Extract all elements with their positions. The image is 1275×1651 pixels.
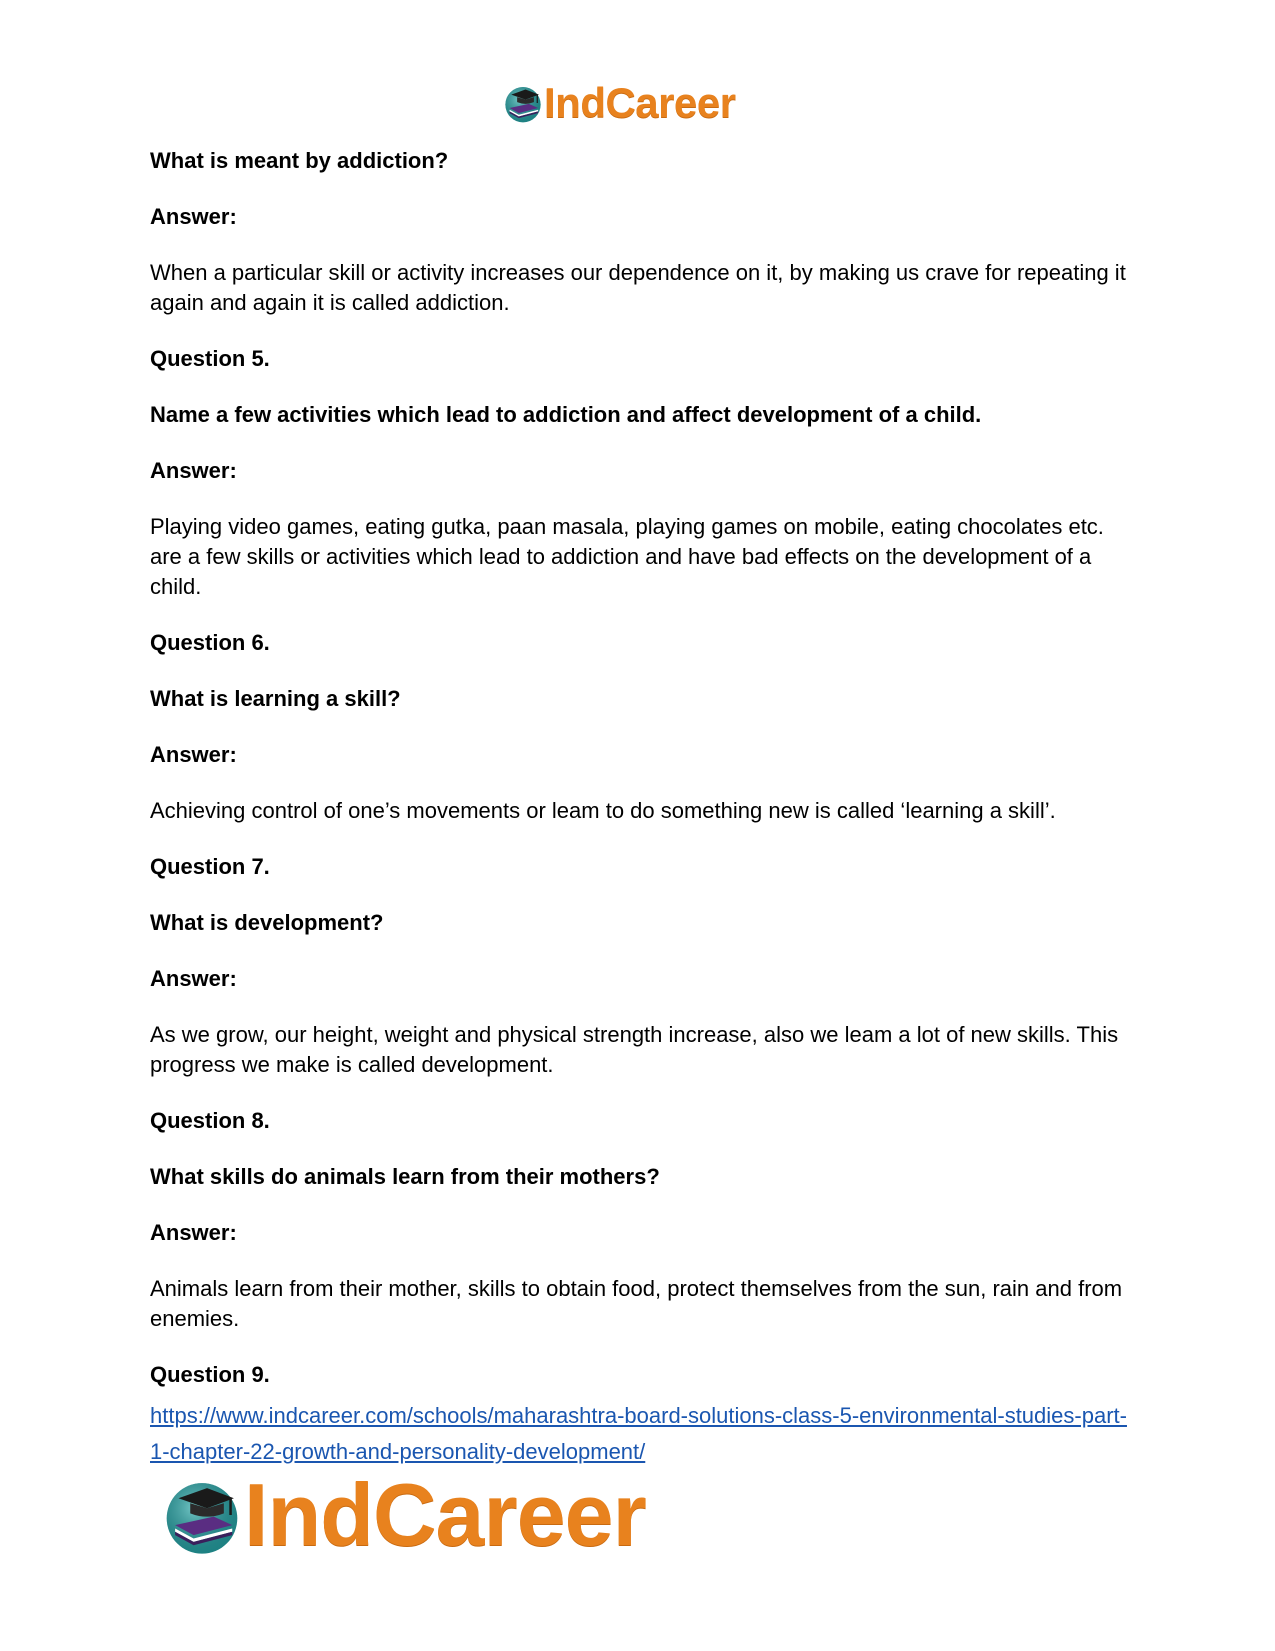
question-number: Question 7. (150, 854, 270, 879)
question-text: What is meant by addiction? (150, 148, 449, 173)
answer-label: Answer: (150, 458, 237, 483)
answer-text: Playing video games, eating gutka, paan masala, playing games on mobile, eating chocolates etc. are a few skills or activities which lead to addiction and have bad effects on the development of a child. (150, 514, 1104, 599)
answer-text: When a particular skill or activity increases our dependence on it, by making us crave for repeating it again and again it is called addiction. (150, 260, 1126, 315)
logo-wordmark: IndCareer (244, 1465, 646, 1564)
answer-label: Answer: (150, 742, 237, 767)
answer-label: Answer: (150, 966, 237, 991)
question-number: Question 8. (150, 1108, 270, 1133)
graduation-cap-book-globe-icon (160, 1473, 244, 1557)
answer-text: Achieving control of one’s movements or leam to do something new is called ‘learning a skill’. (150, 798, 1056, 823)
question-text: What skills do animals learn from their mothers? (150, 1164, 660, 1189)
source-url-link[interactable]: https://www.indcareer.com/schools/maharashtra-board-solutions-class-5-environmental-studies-part-1-chapter-22-growth-and-personality-development/ (150, 1403, 1127, 1464)
graduation-cap-book-globe-icon (502, 82, 544, 124)
question-number: Question 9. (150, 1362, 270, 1387)
qa-content (150, 146, 1130, 1470)
answer-label: Answer: (150, 204, 237, 229)
header-logo (502, 80, 736, 126)
question-text: What is development? (150, 910, 384, 935)
answer-text: Animals learn from their mother, skills to obtain food, protect themselves from the sun, rain and from enemies. (150, 1276, 1123, 1331)
question-number: Question 6. (150, 630, 270, 655)
question-number: Question 5. (150, 346, 270, 371)
question-text: Name a few activities which lead to addiction and affect development of a child. (150, 402, 982, 427)
question-text: What is learning a skill? (150, 686, 401, 711)
answer-label: Answer: (150, 1220, 237, 1245)
logo-wordmark: IndCareer (544, 79, 736, 126)
footer-logo (160, 1465, 646, 1564)
answer-text: As we grow, our height, weight and physical strength increase, also we leam a lot of new skills. This progress we make is called development. (150, 1022, 1119, 1077)
